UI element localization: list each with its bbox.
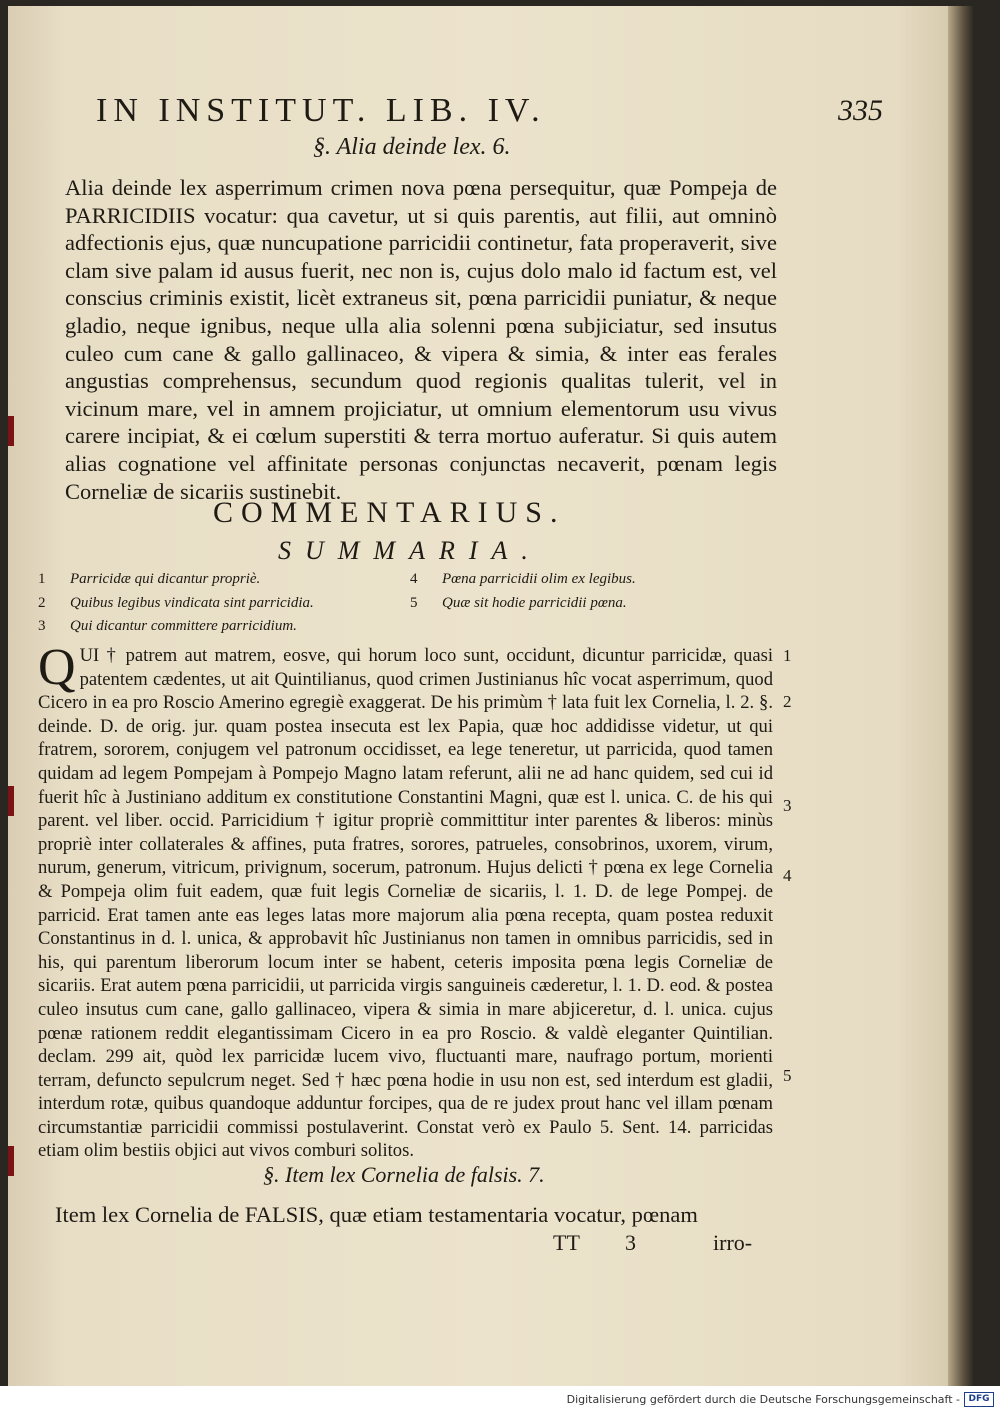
catchword: irro-: [713, 1230, 753, 1255]
margin-number: 5: [783, 1066, 792, 1085]
summaria-heading: SUMMARIA.: [278, 536, 542, 565]
signature-number: 3: [625, 1230, 636, 1255]
dfg-logo-icon[interactable]: DFG: [964, 1392, 994, 1407]
summaria-number: 2: [38, 595, 46, 611]
summaria-text: Parricidæ qui dicantur propriè.: [70, 571, 261, 587]
summaria-text: Qui dicantur committere parricidium.: [70, 618, 297, 634]
summaria-text: Pœna parricidii olim ex legibus.: [442, 571, 636, 587]
summaria-number: 4: [410, 571, 418, 587]
summaria-text: Quæ sit hodie parricidii pœna.: [442, 595, 627, 611]
summaria-item: [38, 571, 260, 588]
summaria-number: 1: [38, 571, 46, 587]
red-tab-marker: [8, 1146, 14, 1176]
summaria-item: [38, 595, 314, 612]
funding-notice: Digitalisierung gefördert durch die Deutsche Forschungsgemeinschaft -: [566, 1393, 960, 1406]
margin-number: 2: [783, 692, 792, 711]
red-tab-marker: [8, 786, 14, 816]
margin-number: 1: [783, 646, 792, 665]
book-page: [8, 6, 974, 1386]
running-head: IN INSTITUT. LIB. IV.: [96, 92, 546, 129]
page-number: 335: [838, 94, 883, 127]
summaria-item: [410, 571, 636, 588]
signature-mark: TT: [553, 1230, 580, 1255]
page-edge-shadow: [948, 6, 974, 1386]
commentary-heading: COMMENTARIUS.: [213, 496, 566, 529]
margin-number: 4: [783, 866, 792, 885]
margin-number: 3: [783, 796, 792, 815]
summaria-item: [410, 595, 627, 612]
main-law-text: Alia deinde lex asperrimum crimen nova pœna persequitur, quæ Pompeja de PARRICIDIIS vocatur: qua cavetur, ut si quis parentis, aut filii, aut omninò adfectionis ejus, quæ nuncupatione parricidii continetur, fata properaverit, sive clam sive palam id ausus fuerit, nec non is, cujus dolo malo id factum est, vel conscius criminis existit, licèt extraneus sit, pœna parricidii puniatur, & neque gladio, neque ignibus, neque ulla alia solenni pœna subjiciatur, sed insutus culeo cum cane & gallo gallinaceo, & vipera & simia, & inter eas ferales angustias comprehensus, secundum quod regionis qualitas tulerit, vel in vicinum mare, vel in amnem projiciatur, ut omnium elementorum usu vivus carere incipiat, & ei cœlum superstiti & terra mortuo auferatur. Si quis autem alias cognatione vel affinitate personas conjunctas necaverit, pœnam legis Corneliæ de sicariis sustinebit.: [65, 175, 777, 504]
summaria-number: 3: [38, 618, 46, 634]
footer-bar: [0, 1386, 1000, 1413]
next-law-text: Item lex Cornelia de FALSIS, quæ etiam testamentaria vocatur, pœnam: [55, 1202, 698, 1227]
summaria-text: Quibus legibus vindicata sint parricidia.: [70, 595, 314, 611]
commentary-text: UI † patrem aut matrem, eosve, qui horum loco sunt, occidunt, dicuntur parricidæ, quasi patentem cædentes, ut ait Quintilianus, quod crimen Justinianus hîc vocat asperrimum, quod Cicero in ea pro Roscio Amerino egregiè exaggerat. De his primùm † lata fuit lex Cornelia, l. 2. §. deinde. D. de orig. jur. quam postea insecuta est lex Papia, quæ hoc addidisse videtur, ut qui fratrem, sororem, conjugem vel patronum occidisset, ea lege teneretur, ut parricida, quod tamen quidam ad legem Pompejam à Pompejo Magno latam referunt, alii ne ad hanc quidem, sed cui id fuerit hîc à Justiniano additum ex constitutione Constantini Magni, quæ est l. unica. C. de his qui parent. vel liber. occid. Parricidium † igitur propriè committitur inter parentes & liberos: minùs propriè inter collaterales & affines, puta fratres, sorores, patrueles, consobrinos, uxorem, virum, nurum, generum, vitricum, privignum, socerum, patronum. Hujus delicti † pœna ex lege Cornelia & Pompeja olim fuit eadem, quæ fuit legis Corneliæ de sicariis, l. 1. D. de lege Pompej. de parricid. Erat tamen ante eas leges latas more majorum alia pœna recepta, quam postea reduxit Constantinus in d. l. unica, & approbavit hîc Justinianus non tamen in omnibus parricidis, sed in his, qui parentum liberorum locum inter se habent, ceteris imposita pœna legis Corneliæ de sicariis. Erat autem pœna parricidii, ut parricida virgis sanguineis cæderetur, l. 1. D. eod. & postea culeo insutus cum cane, gallo gallinaceo, vipera & simia in mare abjiceretur, d. l. unica. cujus pœnæ rationem reddit elegantissimam Cicero in ea pro Roscio. & valdè eleganter Quintilian. declam. 299 ait, quòd lex parricidæ lucem vivo, fluctuanti mare, naufrago portum, morienti terram, defuncto sepulcrum neget. Sed † hæc pœna hodie in usu non est, sed interdum est gladii, interdum rotæ, quibus quandoque adduntur forcipes, qua de re judex prout hanc vel illam pœnam circumstantiæ parricidii commissi postulaverint. Constat verò ex Paulo 5. Sent. 14. parricidas etiam olim bestiis objici aut vivos comburi solitos.: [38, 645, 773, 1162]
red-tab-marker: [8, 416, 14, 446]
section-heading: §. Alia deinde lex. 6.: [313, 134, 511, 160]
drop-cap: Q: [38, 639, 76, 696]
commentary-text-block: [38, 639, 773, 1163]
summaria-number: 5: [410, 595, 418, 611]
sub-section-heading: §. Item lex Cornelia de falsis. 7.: [263, 1162, 545, 1187]
summaria-item: [38, 618, 297, 635]
